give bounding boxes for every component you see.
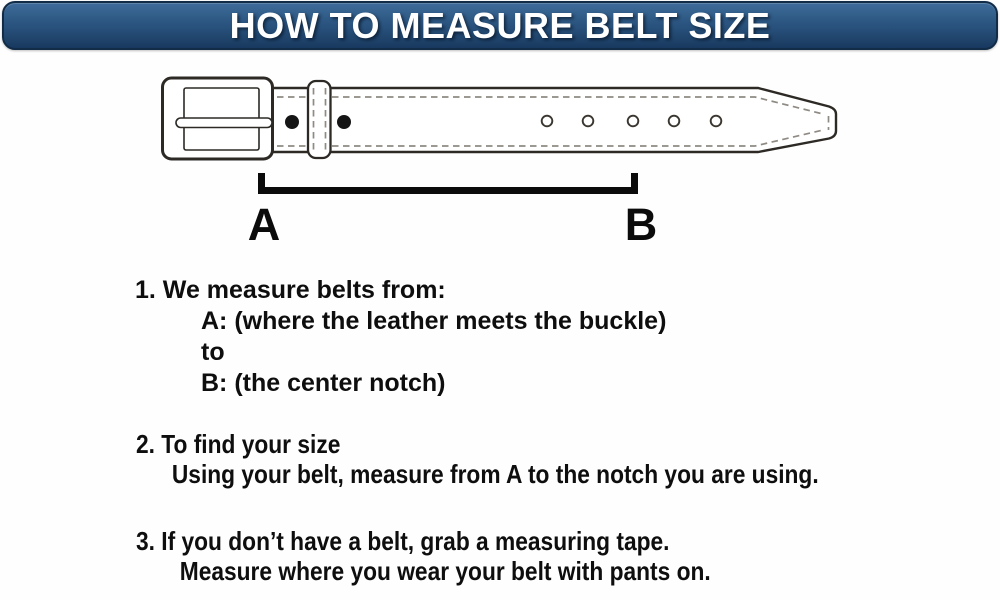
point-a-label: A bbox=[247, 199, 281, 250]
step1-line-a: A: (where the leather meets the buckle) bbox=[201, 307, 667, 335]
measurement-bracket bbox=[258, 173, 638, 194]
belt-hole-4 bbox=[669, 116, 680, 127]
step2-detail: Using your belt, measure from A to the notch you are using. bbox=[171, 459, 819, 489]
instruction-step-1 bbox=[135, 275, 666, 399]
step1-line-b: B: (the center notch) bbox=[201, 369, 446, 397]
rivet-dot-1 bbox=[285, 115, 299, 129]
buckle-prong bbox=[176, 118, 272, 128]
instruction-step-3 bbox=[136, 526, 711, 586]
step3-heading: 3. If you don’t have a belt, grab a measuring tape. bbox=[136, 526, 670, 556]
step3-detail: Measure where you wear your belt with pants on. bbox=[179, 556, 711, 586]
belt-hole-2 bbox=[583, 116, 594, 127]
belt-hole-5 bbox=[711, 116, 722, 127]
step1-line-to: to bbox=[201, 338, 225, 366]
belt-loop bbox=[308, 81, 331, 158]
step1-heading: 1. We measure belts from: bbox=[135, 276, 446, 304]
step2-heading: 2. To find your size bbox=[136, 429, 341, 459]
belt-hole-1 bbox=[542, 116, 553, 127]
point-b-label: B bbox=[624, 199, 658, 250]
page-title: HOW TO MEASURE BELT SIZE bbox=[229, 4, 771, 46]
belt-diagram bbox=[0, 0, 1000, 260]
belt-hole-3-center-notch bbox=[628, 116, 639, 127]
instruction-step-2 bbox=[136, 429, 819, 489]
rivet-dot-2 bbox=[337, 115, 351, 129]
